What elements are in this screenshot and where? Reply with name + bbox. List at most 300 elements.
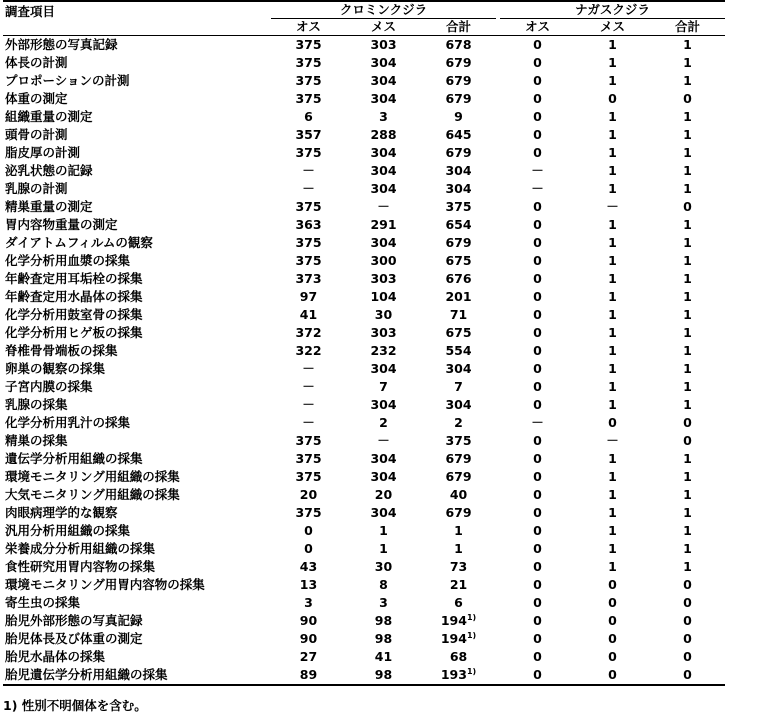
cell-value: 1: [683, 163, 692, 178]
cell-minke-female: [346, 450, 421, 468]
cell-fin-total: [650, 630, 725, 648]
cell-value: 1: [608, 361, 617, 376]
cell-value: 1: [683, 469, 692, 484]
table-row: [3, 324, 725, 342]
cell-value: 104: [370, 289, 397, 304]
cell-fin-total: [650, 666, 725, 685]
table-row: [3, 90, 725, 108]
table-row: [3, 234, 725, 252]
cell-value: 1: [683, 343, 692, 358]
cell-fin-male: [500, 486, 575, 504]
table-row: [3, 180, 725, 198]
cell-value: 0: [533, 127, 542, 142]
cell-value: 679: [445, 145, 472, 160]
cell-fin-female: [575, 72, 650, 90]
cell-minke-male: [271, 648, 346, 666]
row-label: 精巣の採集: [5, 433, 68, 448]
cell-minke-female: [346, 360, 421, 378]
cell-fin-male: [500, 270, 575, 288]
cell-fin-male: [500, 396, 575, 414]
cell-value: 1: [608, 181, 617, 196]
cell-fin-male: [500, 90, 575, 108]
table-body: [3, 36, 725, 686]
cell-minke-male: [271, 162, 346, 180]
cell-value: 304: [445, 181, 472, 196]
cell-value: 1: [683, 559, 692, 574]
cell-value: 304: [370, 145, 397, 160]
cell-minke-male: [271, 54, 346, 72]
row-label: 体重の測定: [5, 91, 68, 106]
cell-fin-female: [575, 486, 650, 504]
table-row: [3, 252, 725, 270]
table-row: [3, 216, 725, 234]
cell-fin-male: [500, 126, 575, 144]
cell-value: 1: [608, 163, 617, 178]
footnote-marker: 1): [466, 630, 477, 640]
cell-value: 304: [370, 469, 397, 484]
subheader-female-minke: メス: [346, 19, 421, 36]
cell-value: 679: [445, 55, 472, 70]
cell-fin-female: [575, 252, 650, 270]
cell-minke-female: [346, 666, 421, 685]
cell-value: 300: [370, 253, 397, 268]
cell-value: 1: [608, 505, 617, 520]
cell-minke-total: [421, 144, 496, 162]
cell-fin-female: [575, 540, 650, 558]
cell-minke-total: [421, 54, 496, 72]
table-row: [3, 414, 725, 432]
cell-value: 678: [445, 37, 472, 52]
cell-minke-male: [271, 324, 346, 342]
cell-value: 1: [683, 487, 692, 502]
cell-value: 0: [533, 523, 542, 538]
cell-minke-female: [346, 630, 421, 648]
table-row: [3, 558, 725, 576]
cell-value: 679: [445, 73, 472, 88]
cell-minke-male: [271, 360, 346, 378]
cell-fin-male: [500, 144, 575, 162]
cell-minke-female: [346, 594, 421, 612]
cell-fin-male: [500, 594, 575, 612]
cell-value: 1: [608, 325, 617, 340]
cell-value: 375: [295, 91, 322, 106]
table-row: [3, 288, 725, 306]
table-row: [3, 666, 725, 685]
table-row: [3, 126, 725, 144]
cell-minke-female: [346, 432, 421, 450]
cell-value: 0: [533, 433, 542, 448]
cell-value: 0: [533, 325, 542, 340]
row-label: 栄養成分分析用組織の採集: [5, 541, 156, 556]
cell-fin-total: [650, 216, 725, 234]
cell-value: 0: [608, 649, 617, 664]
cell-value: 1: [454, 541, 463, 556]
cell-value: 304: [445, 163, 472, 178]
row-label: 精巣重量の測定: [5, 199, 93, 214]
cell-minke-total: [421, 666, 496, 685]
cell-value: 1: [683, 55, 692, 70]
cell-fin-total: [650, 486, 725, 504]
cell-fin-female: [575, 576, 650, 594]
cell-fin-male: [500, 72, 575, 90]
cell-value: 1: [683, 37, 692, 52]
cell-value: 0: [533, 361, 542, 376]
cell-value: 1: [683, 361, 692, 376]
cell-value: －: [531, 415, 544, 430]
cell-fin-total: [650, 558, 725, 576]
cell-fin-total: [650, 648, 725, 666]
cell-value: －: [302, 397, 315, 412]
table-row: [3, 360, 725, 378]
cell-fin-total: [650, 288, 725, 306]
cell-value: 1: [608, 451, 617, 466]
row-label: 胎児外部形態の写真記録: [5, 613, 143, 628]
row-label: ダイアトムフィルムの観察: [5, 235, 153, 250]
cell-minke-total: [421, 378, 496, 396]
row-label: 年齢査定用耳垢栓の採集: [5, 271, 143, 286]
cell-fin-female: [575, 630, 650, 648]
table-row: [3, 342, 725, 360]
cell-value: 1: [683, 541, 692, 556]
cell-fin-total: [650, 432, 725, 450]
cell-value: －: [531, 163, 544, 178]
footnote-marker: 1): [466, 612, 477, 622]
table-row: [3, 396, 725, 414]
cell-minke-female: [346, 504, 421, 522]
cell-fin-male: [500, 648, 575, 666]
cell-value: 1: [608, 559, 617, 574]
cell-fin-male: [500, 234, 575, 252]
cell-value: 375: [295, 253, 322, 268]
row-label: プロポーションの計測: [5, 73, 130, 88]
cell-value: 194: [440, 613, 467, 628]
cell-fin-male: [500, 414, 575, 432]
cell-fin-total: [650, 450, 725, 468]
cell-value: －: [606, 433, 619, 448]
row-label: 胎児水晶体の採集: [5, 649, 106, 664]
table-row: [3, 378, 725, 396]
cell-fin-total: [650, 162, 725, 180]
cell-value: 1: [683, 235, 692, 250]
cell-fin-female: [575, 378, 650, 396]
cell-fin-female: [575, 324, 650, 342]
cell-value: 645: [445, 127, 472, 142]
cell-value: 90: [299, 631, 318, 646]
cell-fin-male: [500, 468, 575, 486]
cell-value: －: [377, 199, 390, 214]
cell-minke-total: [421, 306, 496, 324]
cell-value: 0: [533, 289, 542, 304]
cell-fin-total: [650, 36, 725, 55]
cell-fin-female: [575, 342, 650, 360]
cell-value: 0: [533, 577, 542, 592]
cell-value: 375: [295, 235, 322, 250]
cell-fin-total: [650, 180, 725, 198]
cell-value: 679: [445, 505, 472, 520]
cell-minke-total: [421, 558, 496, 576]
table-row: [3, 72, 725, 90]
cell-value: 304: [370, 163, 397, 178]
cell-value: 1: [608, 37, 617, 52]
cell-value: 0: [608, 415, 617, 430]
cell-minke-total: [421, 90, 496, 108]
cell-fin-female: [575, 648, 650, 666]
cell-value: 288: [370, 127, 397, 142]
row-label: 年齢査定用水晶体の採集: [5, 289, 143, 304]
cell-value: 0: [533, 379, 542, 394]
cell-value: 1: [608, 217, 617, 232]
cell-fin-male: [500, 54, 575, 72]
cell-value: 0: [608, 613, 617, 628]
cell-minke-total: [421, 252, 496, 270]
cell-minke-female: [346, 54, 421, 72]
cell-value: 3: [379, 595, 388, 610]
row-label: 大気モニタリング用組織の採集: [5, 487, 180, 502]
cell-minke-male: [271, 72, 346, 90]
cell-fin-total: [650, 468, 725, 486]
row-label: 化学分析用乳汁の採集: [5, 415, 131, 430]
row-label: 化学分析用血漿の採集: [5, 253, 131, 268]
cell-value: 0: [683, 199, 692, 214]
cell-value: 193: [440, 667, 467, 682]
row-label: 胎児遺伝学分析用組織の採集: [3, 666, 271, 685]
cell-minke-total: [421, 288, 496, 306]
cell-fin-total: [650, 72, 725, 90]
cell-value: 0: [683, 613, 692, 628]
cell-minke-female: [346, 378, 421, 396]
cell-fin-female: [575, 234, 650, 252]
cell-value: －: [302, 415, 315, 430]
cell-minke-total: [421, 198, 496, 216]
cell-minke-total: [421, 180, 496, 198]
cell-minke-male: [271, 342, 346, 360]
cell-value: 1: [683, 217, 692, 232]
cell-value: 1: [608, 541, 617, 556]
cell-fin-total: [650, 270, 725, 288]
cell-value: 0: [683, 577, 692, 592]
cell-value: 1: [608, 523, 617, 538]
cell-value: 194: [440, 631, 467, 646]
cell-minke-total: [421, 468, 496, 486]
table-row: [3, 36, 725, 55]
cell-value: 0: [533, 559, 542, 574]
cell-minke-male: [271, 594, 346, 612]
cell-minke-female: [346, 36, 421, 55]
survey-table: [3, 0, 725, 686]
cell-value: 0: [683, 631, 692, 646]
row-label: 乳腺の採集: [5, 397, 68, 412]
cell-value: 1: [379, 541, 388, 556]
cell-value: 0: [533, 343, 542, 358]
cell-minke-female: [346, 468, 421, 486]
cell-value: 291: [370, 217, 397, 232]
cell-minke-female: [346, 216, 421, 234]
cell-fin-female: [575, 450, 650, 468]
cell-minke-female: [346, 270, 421, 288]
cell-value: 6: [454, 595, 463, 610]
cell-value: 43: [299, 559, 318, 574]
row-label: 外部形態の写真記録: [5, 37, 118, 52]
row-label: 化学分析用ヒゲ板の採集: [5, 325, 143, 340]
cell-value: 1: [683, 181, 692, 196]
cell-value: 30: [374, 307, 393, 322]
cell-value: 98: [374, 613, 393, 628]
cell-fin-male: [500, 432, 575, 450]
cell-value: 303: [370, 325, 397, 340]
cell-value: 679: [445, 451, 472, 466]
cell-fin-male: [500, 306, 575, 324]
row-label: 化学分析用鼓室骨の採集: [5, 307, 143, 322]
cell-minke-total: [421, 648, 496, 666]
cell-value: 0: [683, 649, 692, 664]
cell-fin-male: [500, 378, 575, 396]
cell-value: 8: [379, 577, 388, 592]
table-row: [3, 144, 725, 162]
cell-minke-male: [271, 522, 346, 540]
cell-fin-male: [500, 612, 575, 630]
cell-value: 1: [683, 73, 692, 88]
cell-value: 98: [374, 631, 393, 646]
cell-value: 679: [445, 91, 472, 106]
cell-value: 373: [295, 271, 322, 286]
subheader-male-fin: オス: [500, 19, 575, 36]
cell-minke-male: [271, 666, 346, 685]
cell-fin-total: [650, 594, 725, 612]
cell-minke-female: [346, 144, 421, 162]
cell-fin-male: [500, 666, 575, 685]
cell-value: 97: [299, 289, 318, 304]
cell-fin-total: [650, 252, 725, 270]
cell-minke-male: [271, 216, 346, 234]
cell-value: 201: [445, 289, 472, 304]
row-label: 子宮内膜の採集: [5, 379, 93, 394]
cell-value: 1: [608, 271, 617, 286]
cell-minke-male: [271, 270, 346, 288]
subheader-total-fin: 合計: [650, 19, 725, 36]
row-label: 環境モニタリング用組織の採集: [5, 469, 180, 484]
cell-value: 1: [608, 253, 617, 268]
cell-minke-male: [271, 612, 346, 630]
cell-minke-total: [421, 612, 496, 630]
subheader-female-fin: メス: [575, 19, 650, 36]
cell-value: 0: [533, 235, 542, 250]
cell-minke-male: [271, 252, 346, 270]
cell-value: 304: [445, 361, 472, 376]
cell-minke-male: [271, 288, 346, 306]
cell-minke-male: [271, 504, 346, 522]
cell-minke-total: [421, 72, 496, 90]
cell-value: 30: [374, 559, 393, 574]
cell-value: 676: [445, 271, 472, 286]
cell-minke-total: [421, 522, 496, 540]
cell-fin-female: [575, 414, 650, 432]
cell-fin-male: [500, 36, 575, 55]
cell-minke-female: [346, 648, 421, 666]
cell-fin-female: [575, 36, 650, 55]
cell-fin-total: [650, 144, 725, 162]
cell-value: 0: [533, 91, 542, 106]
cell-value: 1: [683, 451, 692, 466]
cell-minke-female: [346, 126, 421, 144]
cell-value: 0: [533, 37, 542, 52]
cell-value: 40: [449, 487, 468, 502]
cell-value: 679: [445, 235, 472, 250]
row-label: 卵巣の観察の採集: [5, 361, 106, 376]
cell-value: 3: [379, 109, 388, 124]
cell-minke-total: [421, 414, 496, 432]
cell-value: 0: [608, 631, 617, 646]
cell-value: 375: [295, 469, 322, 484]
cell-minke-male: [271, 234, 346, 252]
cell-minke-female: [346, 612, 421, 630]
cell-value: 375: [295, 73, 322, 88]
cell-fin-total: [650, 306, 725, 324]
cell-fin-female: [575, 198, 650, 216]
cell-minke-male: [271, 198, 346, 216]
table-row: [3, 162, 725, 180]
table-row: [3, 108, 725, 126]
cell-fin-female: [575, 360, 650, 378]
cell-minke-female: [346, 342, 421, 360]
cell-value: 1: [379, 523, 388, 538]
cell-fin-female: [575, 216, 650, 234]
cell-value: 375: [445, 433, 472, 448]
row-label: 汎用分析用組織の採集: [5, 523, 131, 538]
row-label: 肉眼病理学的な観察: [5, 505, 118, 520]
cell-value: 0: [533, 55, 542, 70]
cell-minke-male: [271, 36, 346, 55]
cell-value: 41: [374, 649, 393, 664]
cell-value: 1: [608, 307, 617, 322]
cell-value: 1: [683, 397, 692, 412]
cell-value: 1: [683, 505, 692, 520]
cell-minke-male: [271, 540, 346, 558]
cell-value: －: [531, 181, 544, 196]
cell-value: 21: [449, 577, 468, 592]
cell-fin-total: [650, 108, 725, 126]
cell-minke-male: [271, 144, 346, 162]
cell-fin-female: [575, 396, 650, 414]
cell-value: 363: [295, 217, 322, 232]
cell-fin-female: [575, 288, 650, 306]
row-label: 胃内容物重量の測定: [5, 217, 118, 232]
row-label: 寄生虫の採集: [5, 595, 81, 610]
table-row: [3, 432, 725, 450]
row-label: 脊椎骨骨端板の採集: [5, 343, 118, 358]
cell-minke-total: [421, 486, 496, 504]
cell-minke-male: [271, 576, 346, 594]
item-column-header: 調査項目: [3, 1, 271, 36]
cell-minke-total: [421, 504, 496, 522]
cell-minke-total: [421, 324, 496, 342]
cell-value: 90: [299, 613, 318, 628]
cell-value: 675: [445, 253, 472, 268]
cell-minke-female: [346, 522, 421, 540]
cell-minke-male: [271, 378, 346, 396]
cell-fin-male: [500, 522, 575, 540]
cell-value: －: [302, 163, 315, 178]
cell-minke-male: [271, 468, 346, 486]
cell-value: 20: [374, 487, 393, 502]
row-label: 泌乳状態の記録: [5, 163, 93, 178]
cell-value: 0: [608, 577, 617, 592]
cell-minke-male: [271, 414, 346, 432]
cell-fin-male: [500, 504, 575, 522]
cell-value: 2: [379, 415, 388, 430]
cell-value: 375: [295, 199, 322, 214]
cell-minke-female: [346, 306, 421, 324]
cell-fin-male: [500, 450, 575, 468]
